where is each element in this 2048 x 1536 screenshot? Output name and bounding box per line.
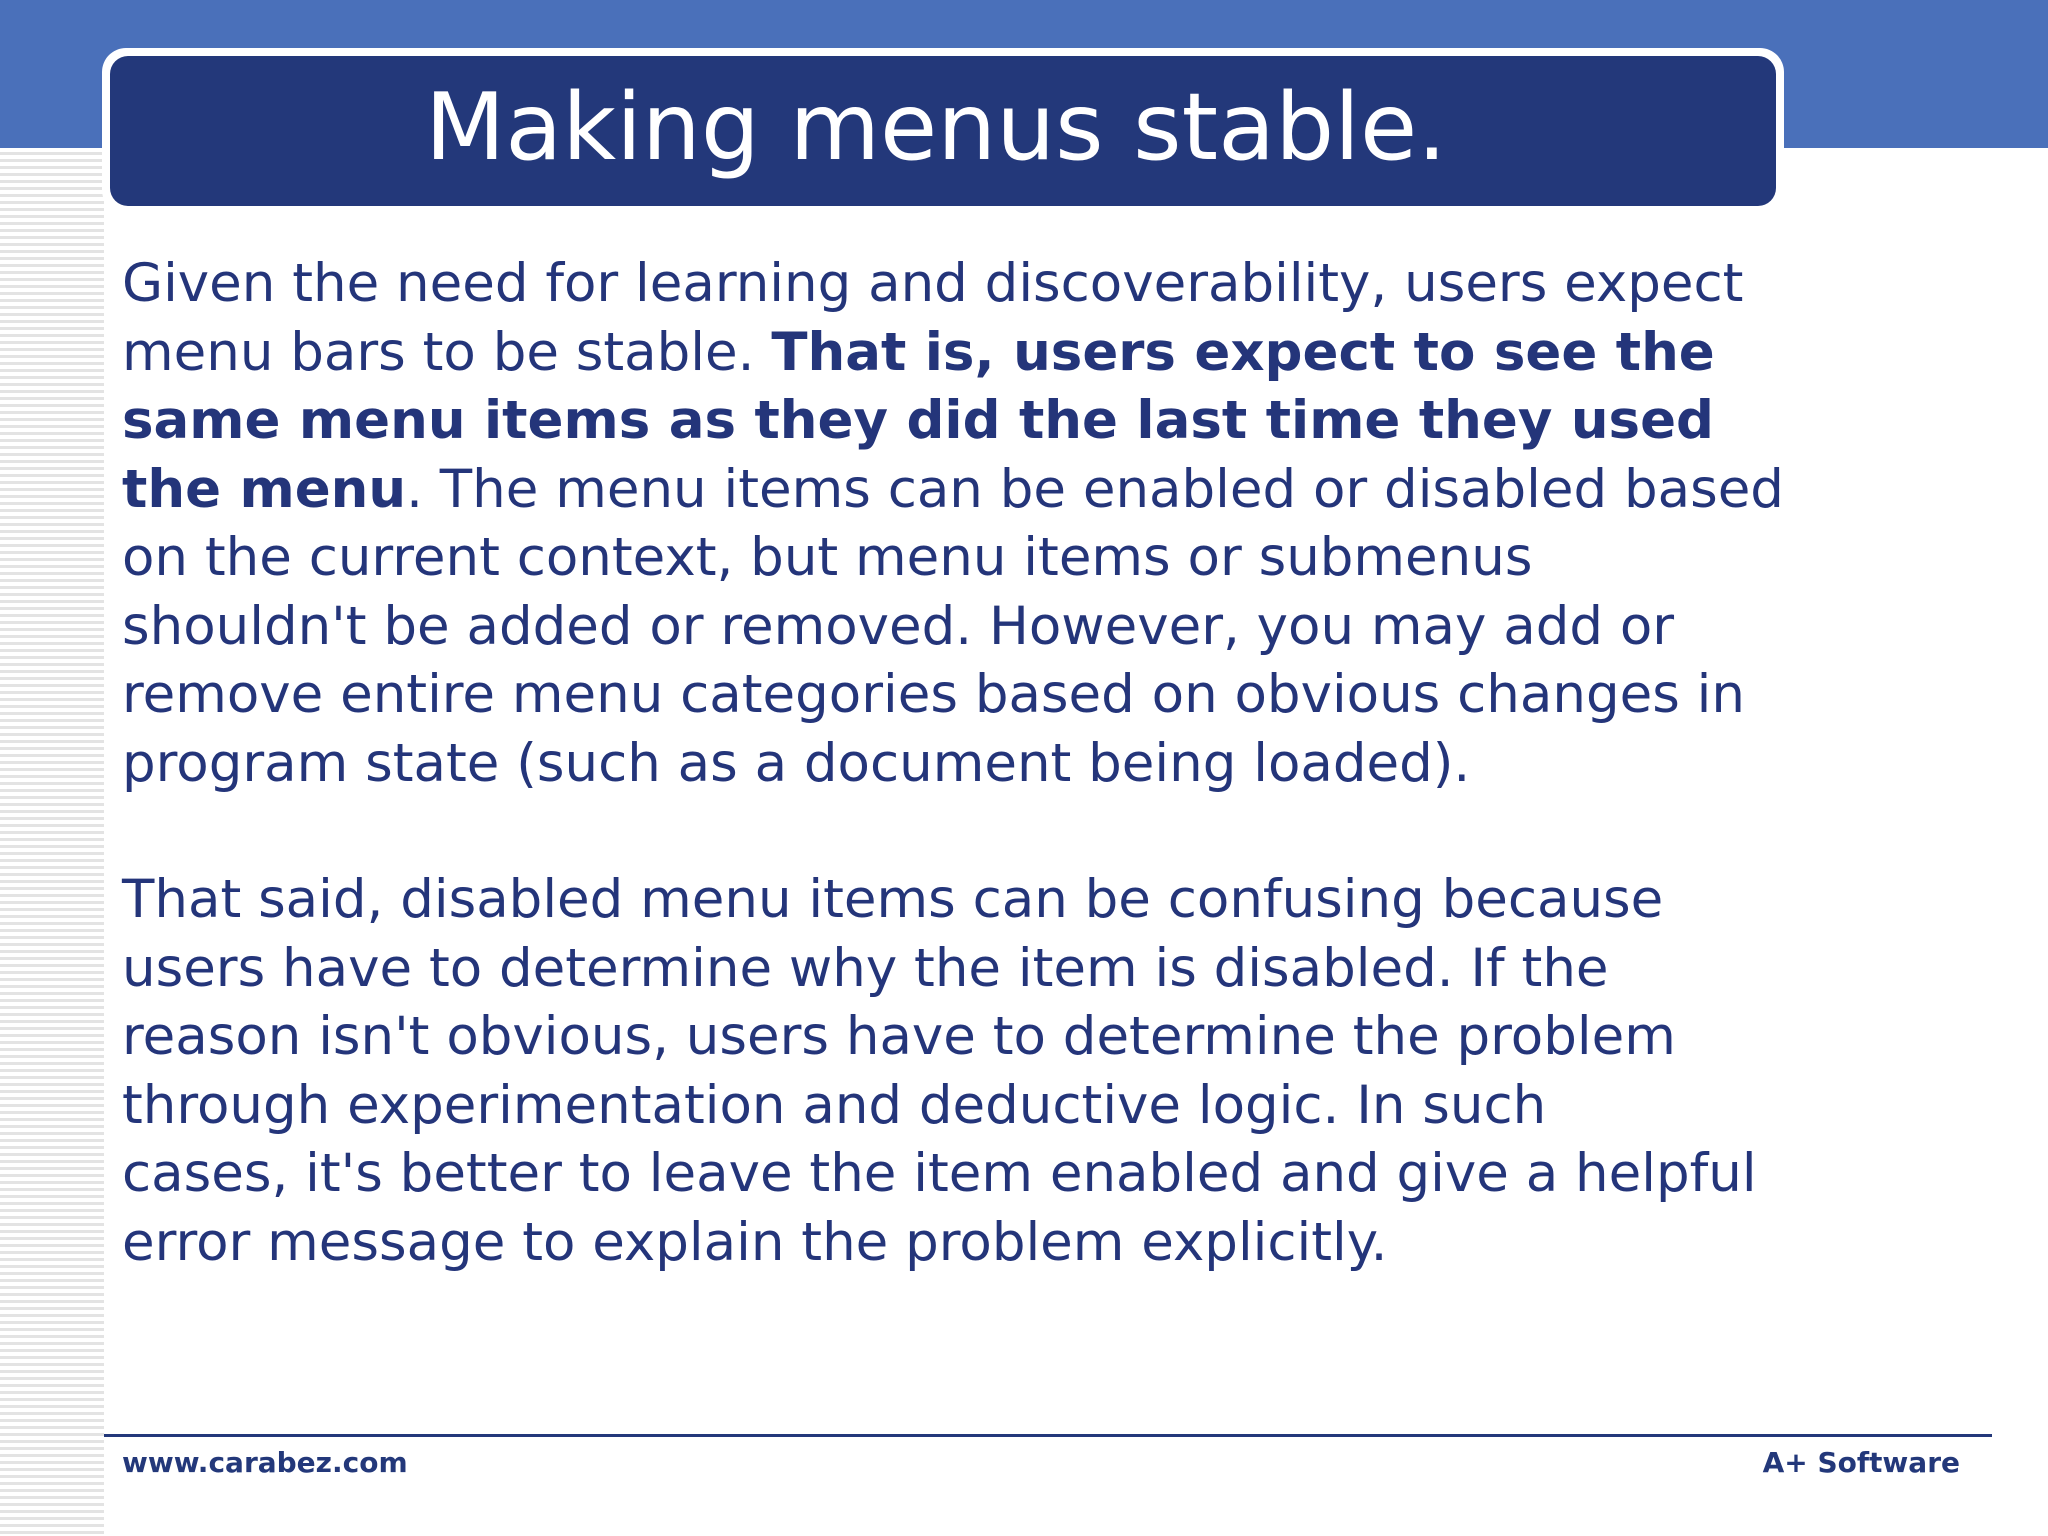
paragraph-1-line-5: on the current context, but menu items or submenus xyxy=(122,527,1533,588)
title-box xyxy=(110,56,1776,206)
paragraph-2-line-1: That said, disabled menu items can be confusing because xyxy=(122,869,1664,930)
paragraph-1-line-6: shouldn't be added or removed. However, you may add or xyxy=(122,595,1675,657)
footer-brand: A+ Software xyxy=(1762,1446,1960,1479)
paragraph-1-line-1: Given the need for learning and discoverability, users expect xyxy=(122,253,1744,314)
footer-divider xyxy=(104,1434,1992,1437)
paragraph-2-line-5: cases, it's better to leave the item enabled and give a helpful xyxy=(122,1143,1757,1204)
left-stripe-decoration xyxy=(0,148,104,1536)
paragraph-2-line-6: error message to explain the problem explicitly. xyxy=(122,1211,1388,1273)
paragraph-1-line-4 xyxy=(122,456,2002,525)
paragraph-1-line-4-normal: . The menu items can be enabled or disabled based xyxy=(406,458,1784,520)
paragraph-1-line-7: remove entire menu categories based on obvious changes in xyxy=(122,664,1745,725)
paragraph-1-line-3: same menu items as they did the last time they used xyxy=(122,390,1714,451)
paragraph-1-line-8: program state (such as a document being loaded). xyxy=(122,732,1471,794)
paragraph-1-line-2-bold: That is, users expect to see the xyxy=(771,321,1715,383)
paragraph-2-line-3: reason isn't obvious, users have to determine the problem xyxy=(122,1006,1676,1067)
paragraph-1 xyxy=(122,250,2002,798)
paragraph-2 xyxy=(122,866,2002,1277)
paragraph-2-line-2: users have to determine why the item is disabled. If the xyxy=(122,937,1609,999)
slide-title: Making menus stable. xyxy=(425,72,1447,181)
slide-content xyxy=(122,250,2002,1277)
paragraph-1-line-2 xyxy=(122,319,2002,388)
paragraph-1-line-4-bold: the menu xyxy=(122,458,407,520)
paragraph-2-line-4: through experimentation and deductive logic. In such xyxy=(122,1074,1547,1136)
paragraph-1-line-2-normal: menu bars to be stable. xyxy=(122,321,772,383)
footer-website: www.carabez.com xyxy=(122,1446,408,1479)
